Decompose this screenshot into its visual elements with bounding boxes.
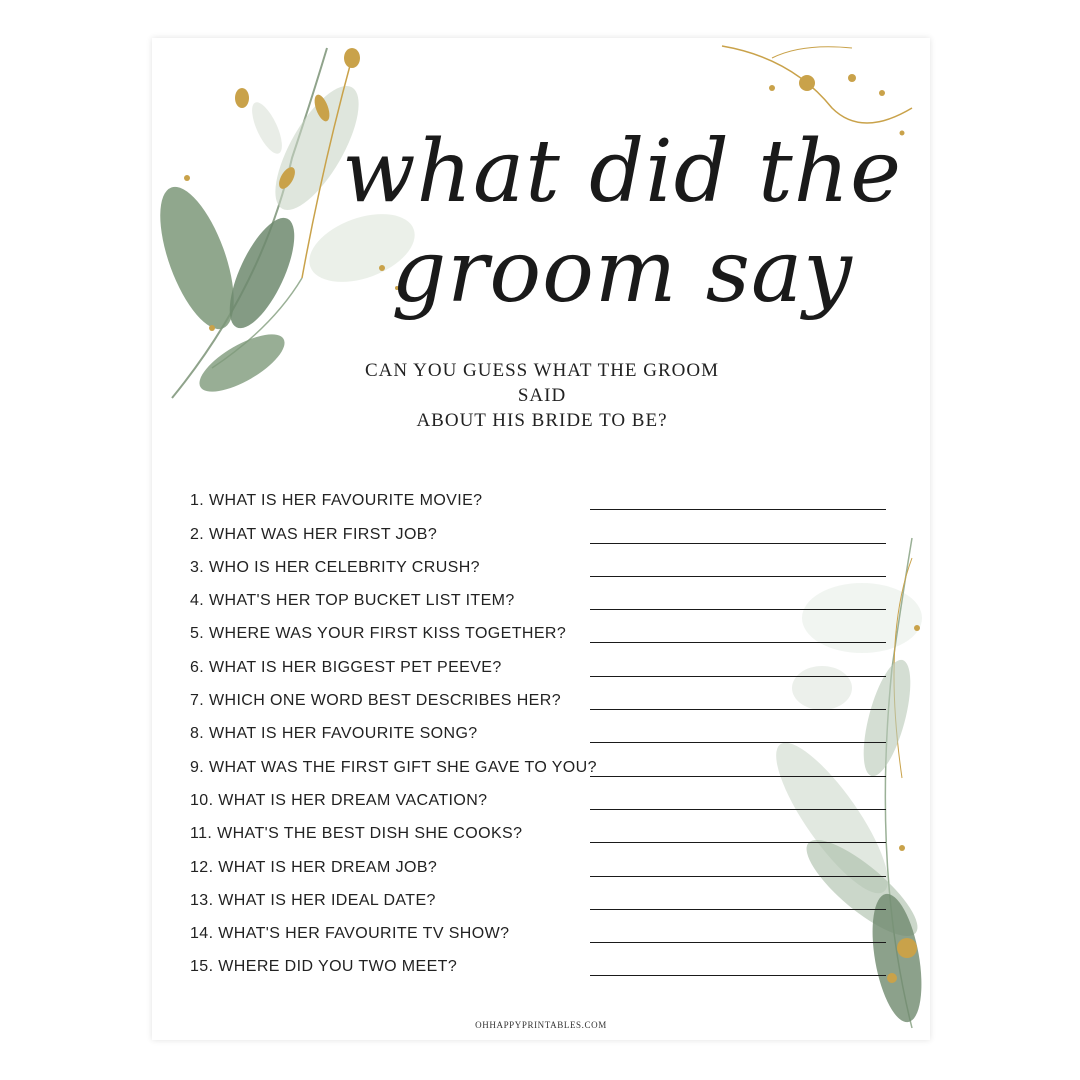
question-text: 13. WHAT IS HER IDEAL DATE? [190, 891, 436, 909]
answer-line[interactable] [590, 576, 886, 577]
question-text: 9. WHAT WAS THE FIRST GIFT SHE GAVE TO YOU? [190, 758, 597, 776]
answer-line[interactable] [590, 742, 886, 743]
question-text: 14. WHAT'S HER FAVOURITE TV SHOW? [190, 925, 510, 943]
question-row [190, 550, 890, 583]
subtitle-line-2: ABOUT HIS BRIDE TO BE? [416, 410, 668, 431]
answer-line[interactable] [590, 942, 886, 943]
question-row [190, 616, 890, 649]
question-text: 1. WHAT IS HER FAVOURITE MOVIE? [190, 492, 483, 510]
answer-line[interactable] [590, 543, 886, 544]
page-title [342, 122, 902, 322]
question-row [190, 516, 890, 549]
question-text: 7. WHICH ONE WORD BEST DESCRIBES HER? [190, 692, 562, 710]
question-text: 11. WHAT'S THE BEST DISH SHE COOKS? [190, 825, 523, 843]
question-row [190, 783, 890, 816]
answer-line[interactable] [590, 809, 886, 810]
question-row [190, 816, 890, 849]
answer-line[interactable] [590, 776, 886, 777]
title-line-2: groom say [391, 222, 853, 322]
question-text: 4. WHAT'S HER TOP BUCKET LIST ITEM? [190, 592, 515, 610]
answer-line[interactable] [590, 909, 886, 910]
question-row [190, 716, 890, 749]
question-row [190, 916, 890, 949]
question-row [190, 483, 890, 516]
question-row [190, 849, 890, 882]
subtitle-line-1: CAN YOU GUESS WHAT THE GROOM SAID [364, 360, 719, 406]
question-list [190, 483, 890, 982]
question-row [190, 749, 890, 782]
answer-line[interactable] [590, 709, 886, 710]
printable-sheet [152, 38, 930, 1040]
answer-line[interactable] [590, 876, 886, 877]
question-text: 12. WHAT IS HER DREAM JOB? [190, 858, 438, 876]
answer-line[interactable] [590, 609, 886, 610]
answer-line[interactable] [590, 642, 886, 643]
question-row [190, 883, 890, 916]
question-row [190, 649, 890, 682]
question-row [190, 583, 890, 616]
answer-line[interactable] [590, 975, 886, 976]
question-row [190, 683, 890, 716]
question-text: 8. WHAT IS HER FAVOURITE SONG? [190, 725, 478, 743]
answer-line[interactable] [590, 676, 886, 677]
subtitle [342, 358, 742, 433]
answer-line[interactable] [590, 842, 886, 843]
question-text: 15. WHERE DID YOU TWO MEET? [190, 958, 458, 976]
question-row [190, 949, 890, 982]
question-text: 10. WHAT IS HER DREAM VACATION? [190, 791, 488, 809]
footer-url: OHHAPPYPRINTABLES.COM [475, 1020, 607, 1030]
question-text: 2. WHAT WAS HER FIRST JOB? [190, 525, 438, 543]
title-line-1: what did the [342, 122, 902, 222]
question-text: 6. WHAT IS HER BIGGEST PET PEEVE? [190, 658, 502, 676]
question-text: 5. WHERE WAS YOUR FIRST KISS TOGETHER? [190, 625, 567, 643]
question-text: 3. WHO IS HER CELEBRITY CRUSH? [190, 558, 480, 576]
answer-line[interactable] [590, 509, 886, 510]
